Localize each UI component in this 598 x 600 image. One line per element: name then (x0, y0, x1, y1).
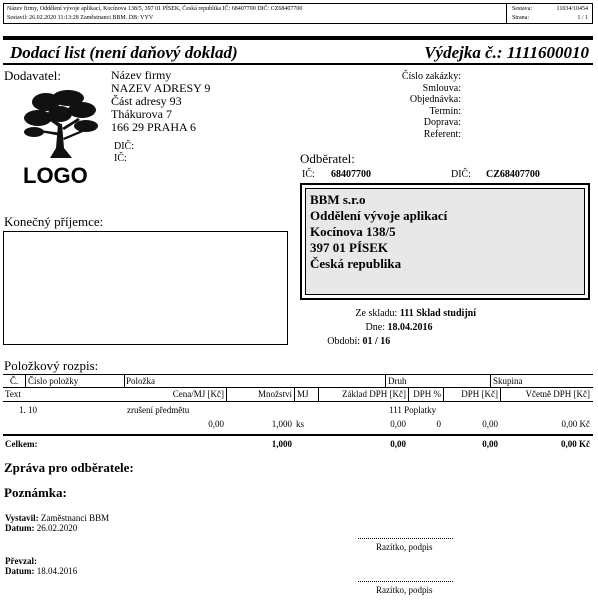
customer-line: BBM s.r.o (310, 192, 366, 207)
supplier-line: NAZEV ADRESY 9 (111, 81, 211, 95)
issued-stamp-label: Razítko, podpis (376, 542, 433, 552)
final-recipient-label: Konečný příjemce: (4, 214, 104, 229)
table-head-bottom-rule (3, 401, 593, 402)
col-sep (25, 375, 26, 387)
period-row (300, 336, 390, 347)
row-name: zrušení předmětu (127, 405, 190, 415)
issued-signature-line (358, 538, 453, 539)
field-objednavka: Objednávka: (409, 94, 461, 105)
supplier-label: Dodavatel: (4, 68, 62, 83)
header-sestava-value: 11034/10454 (556, 6, 588, 12)
order-fields (360, 71, 461, 140)
customer-dic-value: CZ68407700 (486, 169, 540, 180)
col-header-mj: MJ (297, 389, 309, 399)
supplier-line: Thákurova 7 (111, 107, 172, 121)
col-sep (318, 388, 319, 401)
row-mnozstvi: 1,000 (271, 419, 292, 429)
document-number: Výdejka č.: 1111600010 (424, 43, 589, 62)
col-sep (490, 375, 491, 387)
received-date-value: 18.04.2016 (36, 566, 78, 576)
row-dph-pct: 0 (436, 419, 441, 429)
col-header-zaklad: Základ DPH [Kč] (342, 389, 406, 399)
header-strana-label: Strana: (512, 15, 529, 21)
supplier-dic-label: DIČ: (114, 141, 134, 152)
row-druh: 111 Poplatky (389, 405, 437, 415)
issued-date-label: Datum: (5, 523, 35, 533)
supplier-line: Název firmy (111, 68, 172, 82)
total-zaklad: 0,00 (390, 439, 406, 449)
total-rule (3, 434, 593, 436)
customer-dic-label: DIČ: (451, 169, 471, 180)
field-cislo-zakazky: Číslo zakázky: (401, 71, 461, 82)
received-by-label: Převzal: (5, 556, 37, 566)
report-header (3, 3, 593, 24)
field-termin: Termín: (429, 105, 461, 117)
col-header-dph-kc: DPH [Kč] (461, 389, 498, 399)
row-number: 1. 10 (19, 405, 37, 415)
message-label: Zpráva pro odběratele: (4, 460, 134, 475)
note-label: Poznámka: (4, 485, 67, 500)
document-title: Dodací list (není daňový doklad) (10, 43, 238, 62)
col-header-mnozstvi: Množství (257, 389, 292, 399)
table-mid-rule (3, 387, 593, 388)
header-company-line: Název firmy, Oddělení vývoje aplikací, Kocínova 138/5, 397 01 PÍSEK, Česká republika IČ: 68407700 DIČ: CZ68407700 (7, 6, 303, 12)
total-vcetne: 0,00 Kč (561, 439, 590, 449)
period-label: Období: (327, 336, 360, 347)
total-dph-kc: 0,00 (482, 439, 498, 449)
col-sep (124, 375, 125, 387)
received-signature-line (358, 581, 453, 582)
col-header-vcetne: Včetně DPH [Kč] (525, 389, 590, 399)
period-value: 01 / 16 (362, 336, 391, 347)
col-sep (226, 388, 227, 401)
tree-logo-icon (20, 88, 102, 164)
col-header-text: Text (5, 389, 21, 399)
logo-text: LOGO (23, 163, 88, 188)
row-vcetne: 0,00 Kč (561, 419, 590, 429)
field-referent: Referent: (423, 128, 461, 140)
col-header-druh: Druh (388, 376, 407, 386)
warehouse-row (300, 308, 476, 319)
received-block (5, 556, 77, 576)
header-divider (506, 4, 507, 23)
row-dph-kc: 0,00 (482, 419, 498, 429)
date-value: 18.04.2016 (387, 322, 433, 333)
row-zaklad: 0,00 (390, 419, 406, 429)
customer-line: Česká republika (310, 256, 402, 271)
row-mj: ks (296, 419, 305, 429)
issued-date-value: 26.02.2020 (36, 523, 78, 533)
final-recipient-box (3, 231, 288, 345)
col-sep (294, 388, 295, 401)
col-header-cena: Cena/MJ [Kč] (172, 389, 224, 399)
customer-line: Kocínova 138/5 (310, 224, 396, 239)
supplier-line: 166 29 PRAHA 6 (111, 120, 197, 134)
field-doprava: Doprava: (423, 117, 461, 128)
supplier-line: Část adresy 93 (111, 94, 182, 108)
total-mnozstvi: 1,000 (271, 439, 292, 449)
issued-block (5, 513, 109, 533)
row-cena: 0,00 (208, 419, 224, 429)
received-date-label: Datum: (5, 566, 35, 576)
table-top-rule (3, 374, 593, 375)
items-section-label: Položkový rozpis: (4, 358, 99, 373)
customer-label: Odběratel: (300, 151, 355, 166)
col-sep (385, 375, 386, 387)
col-sep (500, 388, 501, 401)
supplier-address (111, 69, 210, 134)
col-header-cislo: Číslo položky (28, 376, 79, 386)
received-stamp-label: Razítko, podpis (376, 585, 433, 595)
date-label: Dne: (365, 322, 385, 333)
date-row (300, 322, 433, 333)
customer-ic-label: IČ: (302, 169, 315, 180)
field-smlouva: Smlouva: (422, 82, 461, 94)
issued-by-value: Zaměstnanci BBM (40, 513, 110, 523)
warehouse-label: Ze skladu: (355, 308, 398, 319)
customer-address (305, 188, 585, 295)
supplier-ic-label: IČ: (114, 153, 127, 164)
customer-line: 397 01 PÍSEK (310, 240, 389, 255)
warehouse-value: 111 Sklad studijní (399, 308, 476, 319)
customer-address-box (300, 183, 590, 300)
document-title-bar (3, 36, 593, 65)
col-header-dph-pct: DPH % (413, 389, 441, 399)
header-strana-value: 1 / 1 (577, 15, 588, 21)
issued-by-label: Vystavil: (5, 513, 39, 523)
total-label: Celkem: (5, 439, 38, 449)
customer-line: Oddělení vývoje aplikací (310, 208, 448, 223)
header-compiled-line: Sestavil: 26.02.2020 11:13:28 Zaměstnanci BBM. DB: VYV (7, 15, 154, 21)
col-header-c: Č. (10, 376, 19, 386)
col-header-polozka: Položka (126, 376, 155, 386)
col-sep (443, 388, 444, 401)
col-header-skupina: Skupina (493, 376, 523, 386)
header-sestava-label: Sestava: (512, 6, 532, 12)
customer-ic-value: 68407700 (331, 169, 371, 180)
